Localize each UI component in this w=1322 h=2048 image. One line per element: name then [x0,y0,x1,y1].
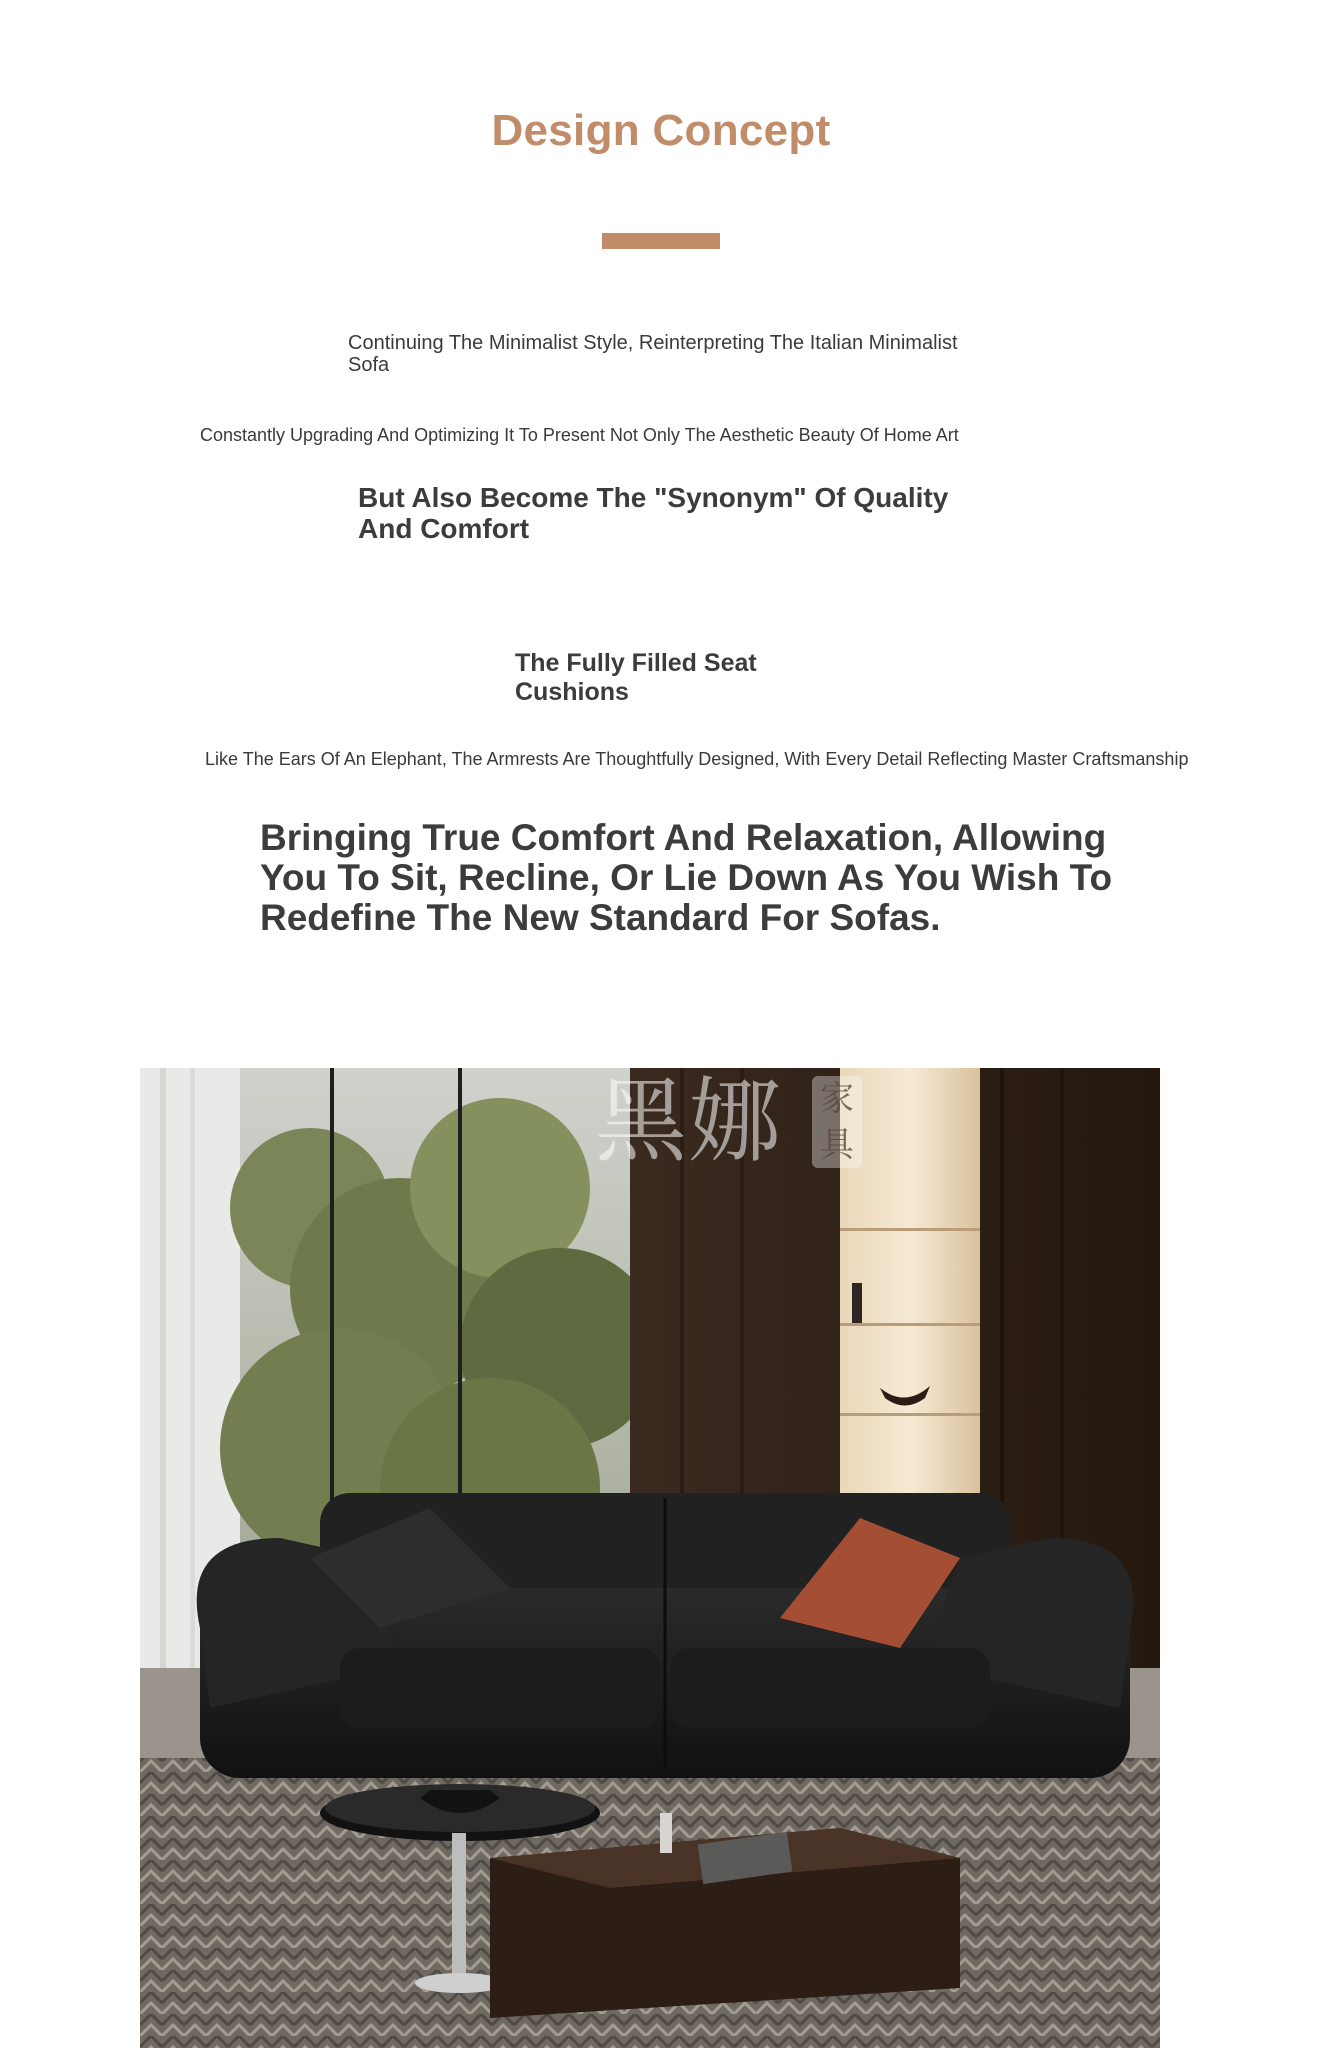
upgrade-text: Constantly Upgrading And Optimizing It To Present Not Only The Aesthetic Beauty Of Home Art [200,425,959,445]
living-room-illustration [140,1068,1160,2048]
cushion-heading: The Fully Filled Seat Cushions [515,649,757,706]
section-title: Design Concept [491,106,831,155]
comfort-heading: Bringing True Comfort And Relaxation, Allowing You To Sit, Recline, Or Lie Down As You Wish To Redefine The New Standard For Sofas. [260,817,1113,938]
intro-text: Continuing The Minimalist Style, Reinterpreting The Italian Minimalist Sofa [348,332,958,376]
title-underline [602,233,720,249]
armrest-text: Like The Ears Of An Elephant, The Armrests Are Thoughtfully Designed, With Every Detail Reflecting Master Craftsmanship [205,749,1189,769]
sofa-product-photo [140,1068,1160,2048]
brand-watermark: 黑娜 [595,1068,784,1175]
quality-heading: But Also Become The "Synonym" Of Quality And Comfort [358,482,949,544]
brand-watermark-badge: 家具 [812,1076,862,1168]
sofa [197,1493,1134,1778]
